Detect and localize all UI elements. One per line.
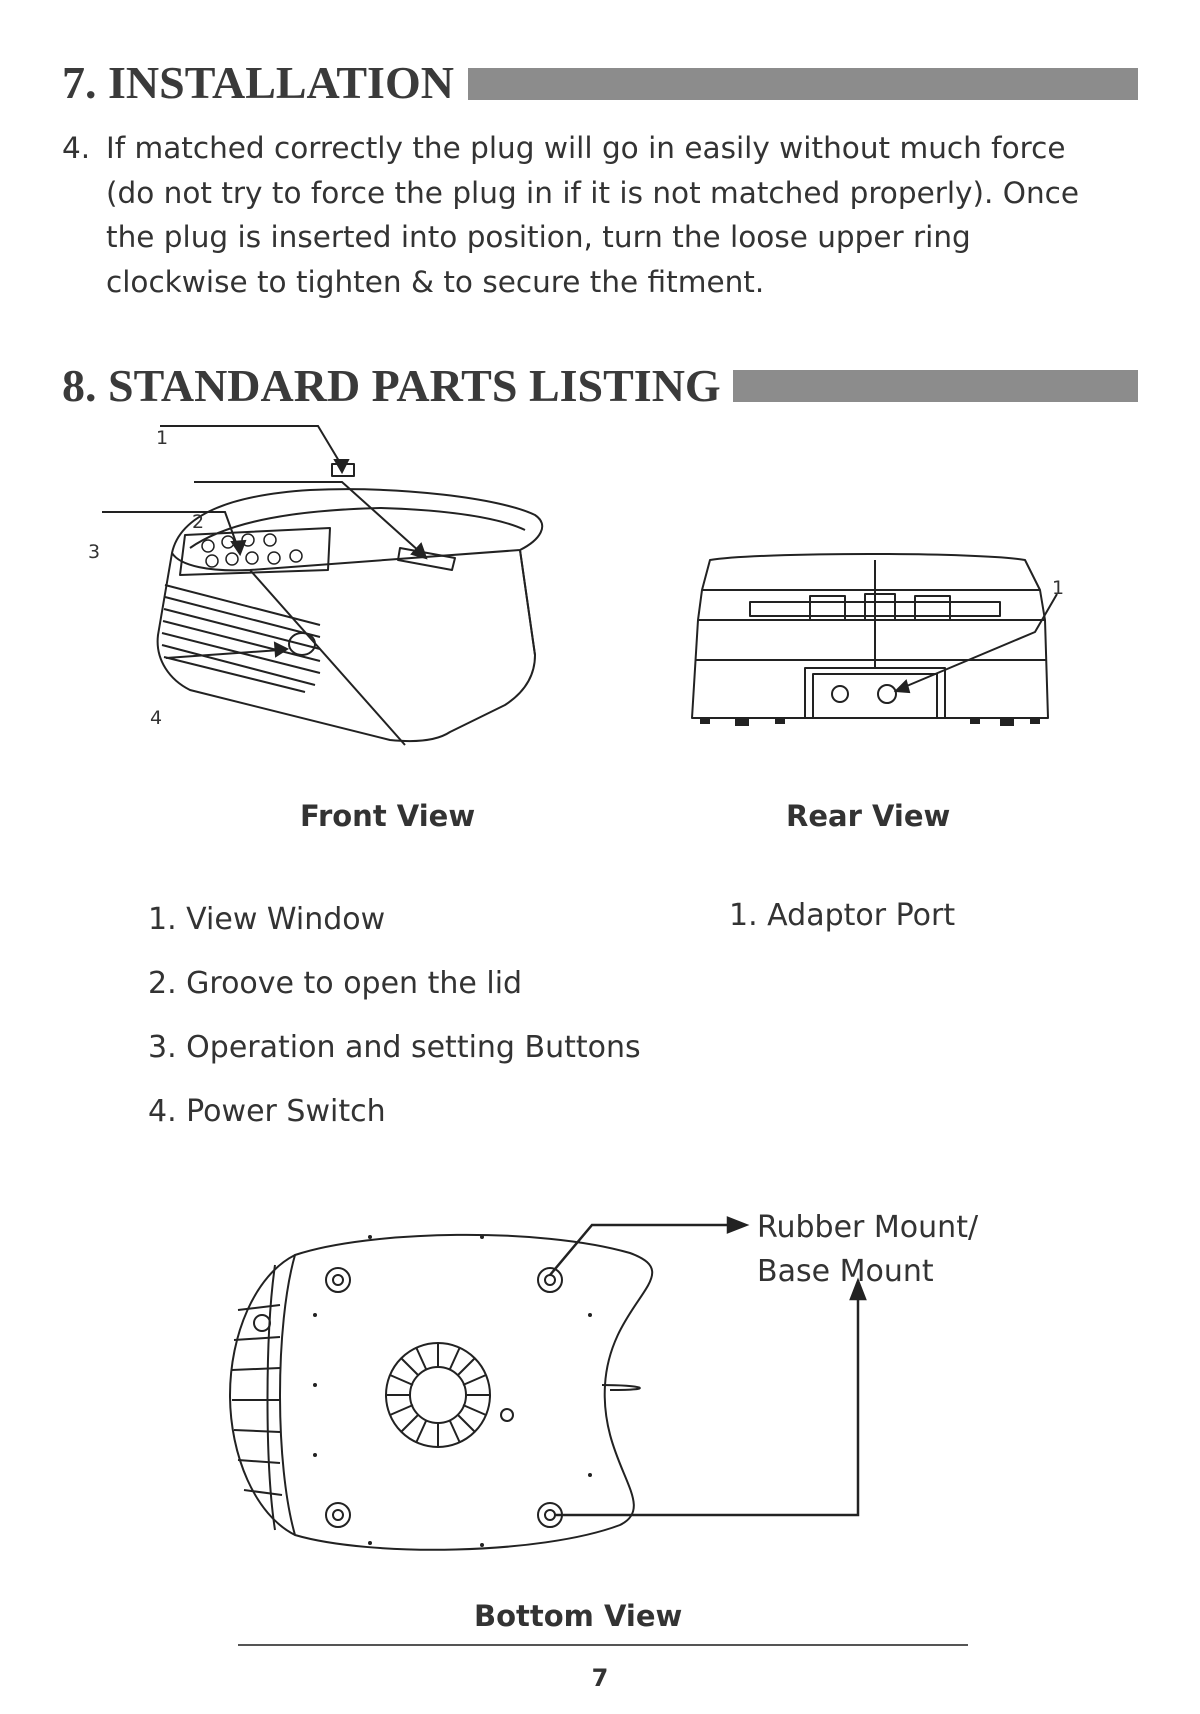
fan-blades [386, 1343, 490, 1447]
page-number: 7 [591, 1664, 609, 1692]
callout-4-arrowhead [275, 643, 287, 656]
rear-view-illustration [680, 550, 1080, 730]
rubber-mount-label-line1: Rubber Mount/ [757, 1210, 979, 1245]
front-part-2: 2. Groove to open the lid [148, 966, 523, 1001]
fan-inner [410, 1367, 466, 1423]
installation-step-4 [62, 126, 1122, 304]
mount-callout-top-arrow [550, 1225, 730, 1275]
bottom-view-caption: Bottom View [474, 1599, 683, 1633]
rubber-mount-front-right [326, 1503, 350, 1527]
installation-heading: 7. INSTALLATION [62, 57, 454, 108]
front-callout-1: 1 [156, 427, 169, 449]
rear-feet [700, 718, 1040, 726]
side-edge [520, 550, 535, 655]
front-part-4: 4. Power Switch [148, 1094, 386, 1129]
front-callout-2: 2 [192, 511, 205, 533]
operation-buttons [202, 534, 302, 567]
rubber-mount-rear-left [538, 1268, 562, 1292]
rear-body-outline [692, 554, 1048, 718]
body-edge [250, 570, 405, 745]
step-line-2: (do not try to force the plug in if it is not matched properly). Once [106, 175, 1080, 210]
callout-1-arrow [160, 426, 342, 466]
adaptor-port-panel [805, 668, 945, 718]
rubber-mount-front-left [326, 1268, 350, 1292]
rear-view-caption: Rear View [786, 799, 951, 833]
step-number: 4. [62, 131, 91, 165]
mount-callout-bottom-arrow [554, 1297, 858, 1515]
rear-part-1: 1. Adaptor Port [729, 898, 956, 933]
footer-rule [238, 1644, 968, 1646]
callout-3-arrow [102, 512, 238, 548]
rear-callout-1-arrowhead [896, 681, 909, 692]
mount-callout-top-arrowhead [728, 1218, 746, 1232]
front-view-illustration [80, 420, 600, 750]
bottom-screw [501, 1409, 513, 1421]
rear-indicator [832, 686, 848, 702]
step-line-1: If matched correctly the plug will go in easily without much force [106, 131, 1066, 165]
bottom-power-switch [254, 1315, 270, 1331]
callout-1-arrowhead [335, 460, 348, 472]
parts-listing-heading: 8. STANDARD PARTS LISTING [62, 360, 721, 411]
rubber-mount-label-line2: Base Mount [757, 1254, 934, 1289]
installation-heading-bar [468, 68, 1138, 100]
callout-3-arrowhead [232, 541, 245, 554]
front-callout-3: 3 [88, 541, 101, 563]
front-view-caption: Front View [300, 799, 476, 833]
step-line-4: clockwise to tighten & to secure the fitment. [106, 264, 765, 299]
front-part-1: 1. View Window [148, 902, 386, 937]
parts-listing-heading-bar [733, 370, 1138, 402]
front-part-3: 3. Operation and setting Buttons [148, 1030, 641, 1065]
callout-2-arrow [194, 482, 420, 552]
bottom-right-edge [602, 1385, 640, 1390]
step-line-3: the plug is inserted into position, turn the loose upper ring [106, 220, 971, 254]
rear-callout-1: 1 [1052, 577, 1065, 599]
vent-grille [162, 585, 320, 692]
adaptor-port [878, 685, 896, 703]
front-callout-4: 4 [150, 707, 163, 729]
bottom-small-dots [313, 1235, 592, 1547]
